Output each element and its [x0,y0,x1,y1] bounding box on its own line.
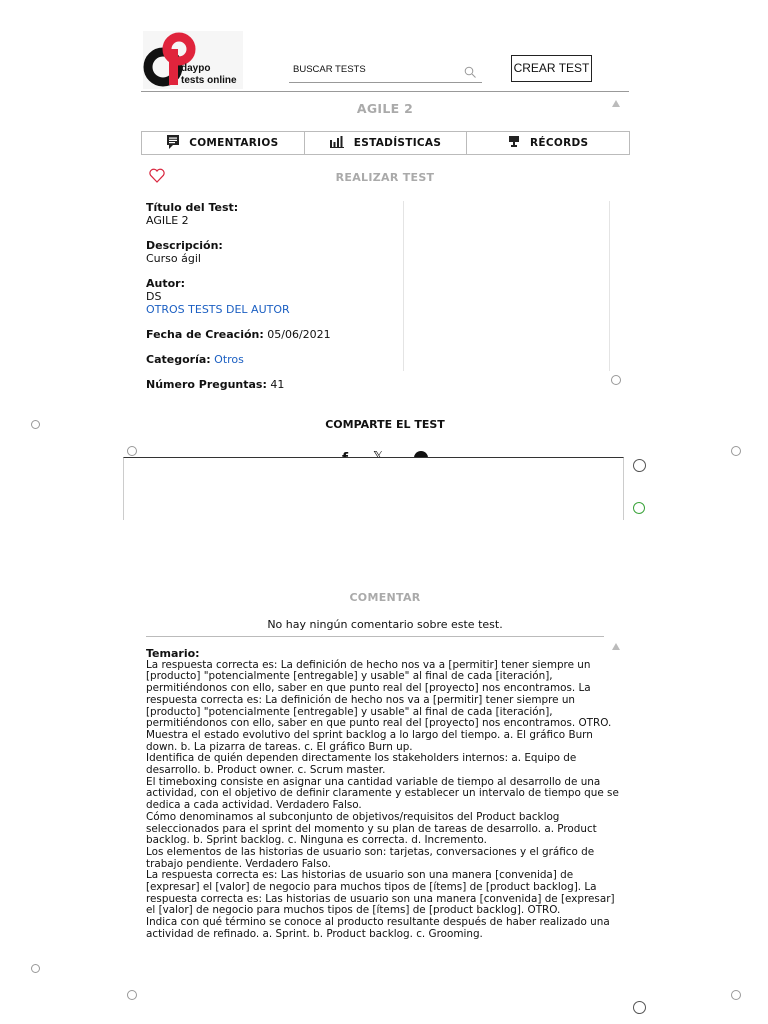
tab-comentarios[interactable] [142,132,305,154]
ad-frame [123,457,624,520]
share-heading: COMPARTE EL TEST [325,418,445,431]
bar-chart-icon [330,136,344,151]
header-divider [141,91,629,92]
crear-test-button[interactable]: CREAR TEST [511,55,592,82]
marker-dot [31,420,40,429]
no-comments-text: No hay ningún comentario sobre este test. [267,618,503,631]
otros-tests-link[interactable]: OTROS TESTS DEL AUTOR [146,303,290,316]
test-tabs [141,131,630,155]
info-divider [403,201,404,371]
marker-dot [31,964,40,973]
categoria-link[interactable]: Otros [214,353,244,366]
temario-body: La respuesta correcta es: La definición de hecho nos va a [permitir] tener siempre un [producto] "potencialmente [entregable] y usable" al final de cada [iteración], permitiéndonos con ello, saber en que punto real del [proyecto] nos encontramos. La respuesta correcta es: La definición de hecho nos va a [permitir] tener siempre un [producto] "potencialmente [entregable] y usable" al final de cada [iteración], permitiéndonos con ello, saber en que punto real del [proyecto] nos encontramos. OTRO. Muestra el estado evolutivo del sprint backlog a lo largo del tiempo. a. El gráfico Burn down. b. La pizarra de tareas. c. El gráfico Burn up. Identifica de quién dependen directamente los stakeholders internos: a. Equipo de desarrollo. b. Product owner. c. Scrum master. El timeboxing consiste en asignar una cantidad variable de tiempo al desarrollo de una actividad, con el objetivo de definir claramente y establecer un intervalo de tiempo que se dedica a cada actividad. Verdadero Falso. Cómo denominamos al subconjunto de objetivos/requisitos del Product backlog seleccionados para el sprint del momento y su plan de tareas de desarrollo. a. Product backlog. b. Sprint backlog. c. Ninguna es correcta. d. Incremento. Los elementos de las historias de usuario son: tarjetas, conversaciones y el gráfico de trabajo pendiente. Verdadero Falso. La respuesta correcta es: Las historias de usuario son una manera [convenida] de [expresar] el [valor] de negocio para muchos tipos de [ítems] de [product backlog]. La respuesta correcta es: Las historias de usuario son una manera [convenida] de [expresar] el [valor] de negocio para muchos tipos de [ítems] de [product backlog]. OTRO. Indica con qué término se conoce al producto resultante después de haber realizado una actividad de refinado. a. Sprint. b. Product backlog. c. Grooming. [146,658,619,940]
scroll-up-icon[interactable] [612,100,620,107]
tab-label: ESTADÍSTICAS [353,137,442,149]
marker-dot [731,446,741,456]
realizar-test-button[interactable]: REALIZAR TEST [335,171,435,184]
tab-estadisticas[interactable] [305,132,468,154]
marker-dot [611,375,621,385]
autor-label: Autor: [146,277,185,290]
logo-line-2: tests online [181,75,237,86]
test-info [146,201,396,403]
fecha-value: 05/06/2021 [267,328,331,341]
tab-label: COMENTARIOS [189,137,279,149]
temario-section [146,648,626,941]
marker-dot [127,446,137,456]
titulo-label: Título del Test: [146,201,239,214]
comment-icon [167,135,179,152]
categoria-label: Categoría: [146,353,211,366]
search-field[interactable] [289,58,482,83]
preguntas-label: Número Preguntas: [146,378,267,391]
trophy-icon [508,136,520,151]
logo-text [181,63,237,87]
search-icon[interactable] [464,63,476,82]
tab-label: RÉCORDS [530,137,589,149]
titulo-value: AGILE 2 [146,214,189,227]
radio-circle[interactable] [633,1001,646,1014]
page-title: AGILE 2 [356,101,414,116]
marker-dot [127,990,137,1000]
descripcion-label: Descripción: [146,239,223,252]
comments-divider [146,636,604,637]
search-input[interactable]: BUSCAR TESTS [293,64,366,75]
tab-records[interactable] [467,132,629,154]
comentar-button[interactable]: COMENTAR [349,591,421,604]
logo-line-1: daypo [181,63,211,74]
descripcion-value: Curso ágil [146,252,201,265]
marker-dot [731,990,741,1000]
info-divider-right [609,201,610,371]
green-check-icon [633,502,645,514]
autor-value: DS [146,290,162,303]
temario-title: Temario: [146,647,200,660]
preguntas-value: 41 [270,378,285,391]
fecha-label: Fecha de Creación: [146,328,264,341]
radio-circle[interactable] [633,459,646,472]
